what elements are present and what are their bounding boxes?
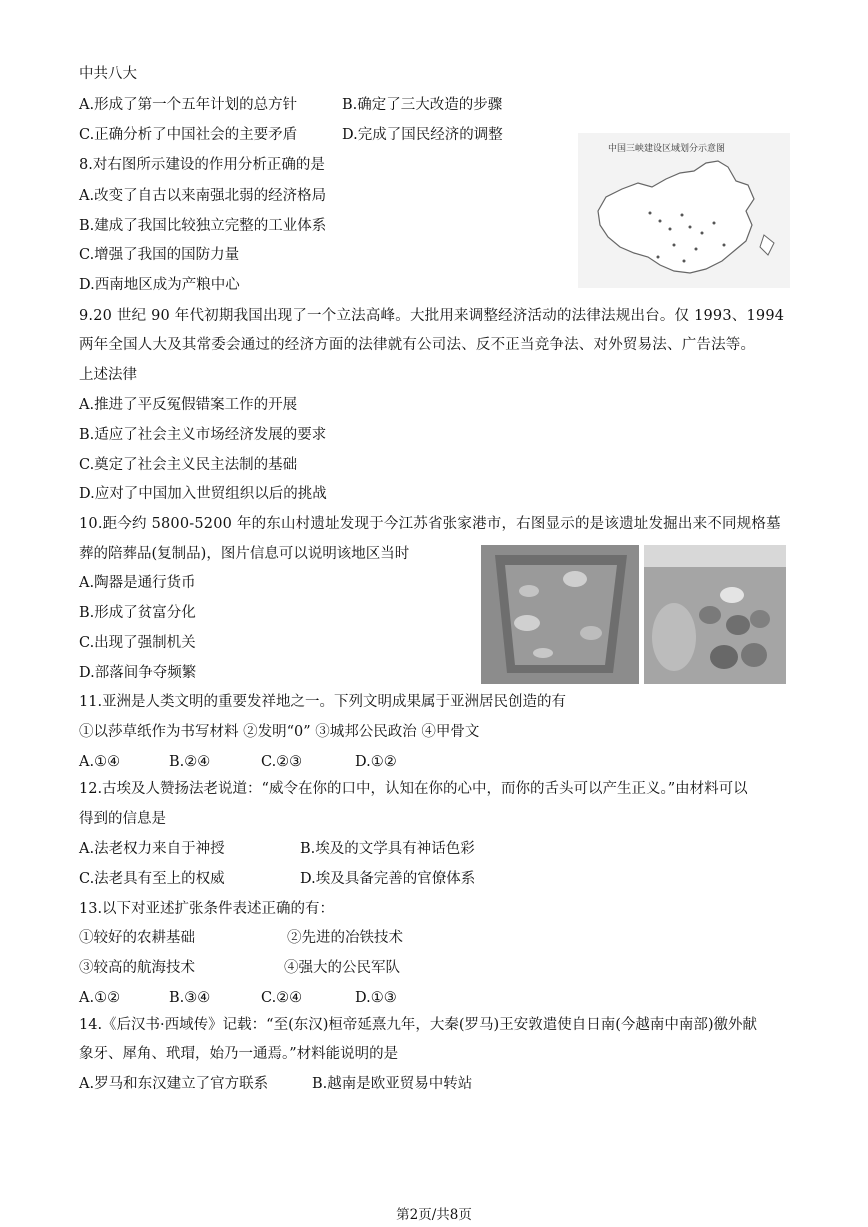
q11-items: ①以莎草纸作为书写材料 ②发明“0” ③城邦公民政治 ④甲骨文 (79, 724, 480, 740)
china-map-outline-icon (578, 133, 790, 288)
page-footer: 第2页/共8页 (396, 1207, 472, 1223)
q10-option-b: B.形成了贫富分化 (79, 605, 196, 621)
q12-stem-line1: 12.古埃及人赞扬法老说道：“威令在你的口中，认知在你的心中，而你的舌头可以产生正义。”由材料可以 (79, 781, 748, 797)
q12-options-row2 (79, 869, 476, 889)
q12-option-b: B.埃及的文学具有神话色彩 (300, 841, 475, 857)
q12-stem-line2: 得到的信息是 (79, 811, 166, 827)
q13-item-3: ③较高的航海技术 (79, 960, 195, 976)
q13-option-d: D.①③ (355, 990, 397, 1006)
q7-option-c: C.正确分析了中国社会的主要矛盾 (79, 127, 298, 143)
q14-stem-line2: 象牙、犀角、玳瑁，始乃一通焉。”材料能说明的是 (79, 1046, 399, 1062)
q11-option-d: D.①② (355, 754, 397, 770)
q10-option-a: A.陶器是通行货币 (79, 575, 196, 591)
q8-option-a: A.改变了自古以来南强北弱的经济格局 (79, 188, 327, 204)
q8-option-b: B.建成了我国比较独立完整的工业体系 (79, 218, 327, 234)
q9-stem-line3: 上述法律 (79, 367, 137, 383)
q14-option-b: B.越南是欧亚贸易中转站 (312, 1076, 473, 1092)
q9-option-a: A.推进了平反冤假错案工作的开展 (79, 397, 298, 413)
q8-option-c: C.增强了我国的国防力量 (79, 247, 240, 263)
pottery-cluster-icon (644, 545, 786, 684)
q7-options-row1 (79, 95, 503, 115)
q10-option-c: C.出现了强制机关 (79, 635, 196, 651)
q10-stem-line2: 葬的陪葬品(复制品)，图片信息可以说明该地区当时 (79, 546, 410, 562)
q13-options (79, 988, 397, 1008)
q13-item-2: ②先进的冶铁技术 (287, 930, 403, 946)
q9-option-d: D.应对了中国加入世贸组织以后的挑战 (79, 486, 327, 502)
pottery-photo-icon (481, 545, 639, 684)
q14-stem-line1: 14.《后汉书·西域传》记载：“至(东汉)桓帝延熹九年，大秦(罗马)王安敦遣使自日南(今越南中南部)徼外献 (79, 1017, 758, 1033)
china-map-figure (578, 133, 790, 288)
q9-stem-line1: 9.20 世纪 90 年代初期我国出现了一个立法高峰。大批用来调整经济活动的法律法规出台。仅 1993、1994 (79, 308, 785, 324)
q7-option-a: A.形成了第一个五年计划的总方针 (79, 97, 298, 113)
q13-item-1: ①较好的农耕基础 (79, 930, 195, 946)
q8-stem: 8.对右图所示建设的作用分析正确的是 (79, 157, 325, 173)
q13-option-a: A.①② (79, 990, 121, 1006)
q9-option-c: C.奠定了社会主义民主法制的基础 (79, 457, 298, 473)
q12-options-row1 (79, 839, 475, 859)
q11-option-c: C.②③ (261, 754, 303, 770)
q11-options (79, 752, 397, 772)
q11-option-b: B.②④ (169, 754, 211, 770)
q13-stem: 13.以下对亚述扩张条件表述正确的有： (79, 901, 335, 917)
q13-items-row1 (79, 928, 403, 948)
q7-option-b: B.确定了三大改造的步骤 (342, 97, 503, 113)
q7-options-row2 (79, 125, 503, 145)
q13-items-row2 (79, 958, 400, 978)
q9-stem-line2: 两年全国人大及其常委会通过的经济方面的法律就有公司法、反不正当竞争法、对外贸易法、广告法等。 (79, 337, 756, 353)
q10-stem-line1: 10.距今约 5800-5200 年的东山村遗址发现于今江苏省张家港市，右图显示的是该遗址发掘出来不同规格墓 (79, 516, 781, 532)
q7-stem-tail: 中共八大 (79, 66, 137, 82)
q14-options-row1 (79, 1074, 473, 1094)
excavation-photo-left (481, 545, 639, 684)
q12-option-a: A.法老权力来自于神授 (79, 841, 225, 857)
q13-option-c: C.②④ (261, 990, 303, 1006)
q11-stem: 11.亚洲是人类文明的重要发祥地之一。下列文明成果属于亚洲居民创造的有 (79, 694, 567, 710)
q7-option-d: D.完成了国民经济的调整 (342, 127, 503, 143)
q13-option-b: B.③④ (169, 990, 211, 1006)
q10-option-d: D.部落间争夺频繁 (79, 665, 197, 681)
map-title: 中国三峡建设区域划分示意图 (608, 144, 726, 154)
q13-item-4: ④强大的公民军队 (284, 960, 400, 976)
q8-option-d: D.西南地区成为产粮中心 (79, 277, 240, 293)
q12-option-c: C.法老具有至上的权威 (79, 871, 225, 887)
q9-option-b: B.适应了社会主义市场经济发展的要求 (79, 427, 327, 443)
excavation-photo-right (644, 545, 786, 684)
q11-option-a: A.①④ (79, 754, 121, 770)
q12-option-d: D.埃及具备完善的官僚体系 (300, 871, 476, 887)
q14-option-a: A.罗马和东汉建立了官方联系 (79, 1076, 269, 1092)
